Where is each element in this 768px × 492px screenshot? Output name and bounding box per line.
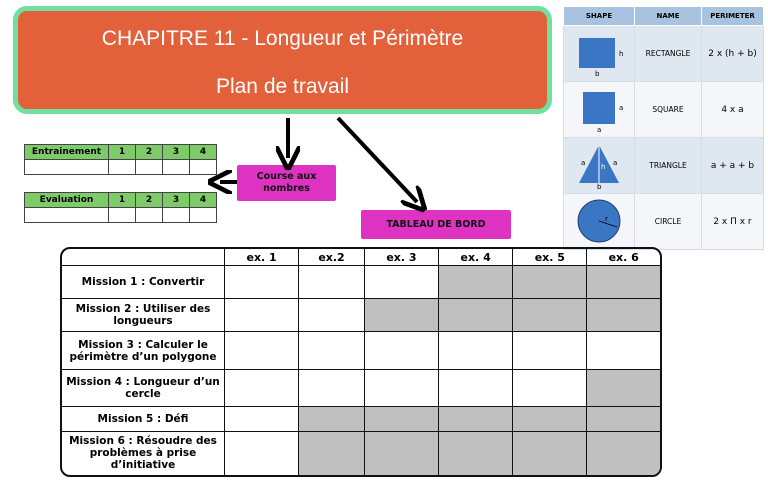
- entrainement-num-2: 2: [136, 145, 163, 160]
- mission-label: Mission 5 : Défi: [62, 407, 225, 432]
- mission-label: Mission 4 : Longueur d’un cercle: [62, 369, 225, 406]
- mission-row: [62, 299, 660, 332]
- mission-row: [62, 407, 660, 432]
- exercise-cell: [439, 369, 513, 406]
- disabled-cell: [364, 431, 438, 475]
- evaluation-num-2: 2: [136, 193, 163, 208]
- column-header: ex. 6: [587, 249, 660, 266]
- exercise-cell: [364, 266, 438, 299]
- column-header: ex. 5: [513, 249, 587, 266]
- entrainement-num-3: 3: [163, 145, 190, 160]
- triangle-right-label: a: [613, 158, 618, 167]
- disabled-cell: [587, 407, 660, 432]
- perimeter-header: PERIMETER: [702, 7, 764, 26]
- exercise-cell: [225, 369, 299, 406]
- exercise-cell: [513, 369, 587, 406]
- evaluation-label: Evaluation: [25, 193, 109, 208]
- disabled-cell: [587, 369, 660, 406]
- triangle-shape-cell: [564, 138, 635, 194]
- disabled-cell: [587, 299, 660, 332]
- disabled-cell: [513, 266, 587, 299]
- name-header: NAME: [635, 7, 702, 26]
- square-perimeter: 4 x a: [702, 82, 764, 138]
- shape-header: SHAPE: [564, 7, 635, 26]
- exercise-cell: [225, 299, 299, 332]
- column-header: ex.2: [299, 249, 365, 266]
- evaluation-num-1: 1: [109, 193, 136, 208]
- disabled-cell: [587, 431, 660, 475]
- tableau-de-bord-label: TABLEAU DE BORD: [386, 219, 486, 230]
- square-icon: [569, 86, 629, 132]
- rectangle-b-label: b: [595, 69, 600, 76]
- rectangle-name: RECTANGLE: [635, 26, 702, 82]
- circle-perimeter: 2 x Π x r: [702, 194, 764, 250]
- dashboard-corner: [62, 249, 225, 266]
- disabled-cell: [299, 407, 365, 432]
- disabled-cell: [513, 407, 587, 432]
- square-name: SQUARE: [635, 82, 702, 138]
- triangle-icon: [569, 141, 629, 189]
- triangle-left-label: a: [581, 158, 586, 167]
- circle-icon: [569, 197, 629, 245]
- exercise-cell: [364, 369, 438, 406]
- mission-label: Mission 2 : Utiliser des longueurs: [62, 299, 225, 332]
- exercise-cell: [225, 431, 299, 475]
- exercise-cell: [225, 407, 299, 432]
- disabled-cell: [439, 407, 513, 432]
- triangle-height-label: h: [601, 162, 606, 171]
- exercise-cell: [299, 266, 365, 299]
- course-aux-nombres-label: Course aux nombres: [256, 171, 317, 194]
- exercise-cell: [364, 332, 438, 369]
- triangle-base-label: b: [597, 182, 602, 189]
- evaluation-num-3: 3: [163, 193, 190, 208]
- entrainement-num-1: 1: [109, 145, 136, 160]
- square-base-label: a: [597, 125, 602, 132]
- exercise-cell: [299, 369, 365, 406]
- evaluation-num-4: 4: [190, 193, 217, 208]
- chapter-title: CHAPITRE 11 - Longueur et Périmètre: [101, 27, 464, 50]
- mission-row: [62, 431, 660, 475]
- shapes-perimeter-table: [563, 6, 764, 250]
- rectangle-h-label: h: [619, 49, 624, 58]
- arrow-diagonal-icon: [338, 118, 417, 202]
- entrainement-label: Entrainement: [25, 145, 109, 160]
- disabled-cell: [513, 299, 587, 332]
- dashboard-table: [60, 247, 662, 477]
- plan-subtitle: Plan de travail: [215, 75, 350, 98]
- circle-radius-label: r: [605, 214, 608, 223]
- circle-name: CIRCLE: [635, 194, 702, 250]
- disabled-cell: [364, 299, 438, 332]
- exercise-cell: [225, 332, 299, 369]
- column-header: ex. 1: [225, 249, 299, 266]
- exercise-cell: [587, 332, 660, 369]
- mission-label: Mission 3 : Calculer le périmètre d’un polygone: [62, 332, 225, 369]
- exercise-cell: [225, 266, 299, 299]
- circle-shape-cell: [564, 194, 635, 250]
- mission-row: [62, 266, 660, 299]
- column-header: ex. 3: [364, 249, 438, 266]
- rectangle-icon: [569, 30, 629, 76]
- column-header: ex. 4: [439, 249, 513, 266]
- rectangle-perimeter: 2 x (h + b): [702, 26, 764, 82]
- mission-label: Mission 6 : Résoudre des problèmes à prise d’initiative: [62, 431, 225, 475]
- square-side-label: a: [619, 103, 624, 112]
- triangle-perimeter: a + a + b: [702, 138, 764, 194]
- disabled-cell: [439, 431, 513, 475]
- exercise-cell: [299, 332, 365, 369]
- disabled-cell: [439, 299, 513, 332]
- mission-label: Mission 1 : Convertir: [62, 266, 225, 299]
- rectangle-shape-cell: [564, 26, 635, 82]
- mission-row: [62, 332, 660, 369]
- disabled-cell: [439, 266, 513, 299]
- disabled-cell: [513, 431, 587, 475]
- mission-row: [62, 369, 660, 406]
- square-shape-cell: [564, 82, 635, 138]
- exercise-cell: [513, 332, 587, 369]
- exercise-cell: [439, 332, 513, 369]
- exercise-cell: [299, 299, 365, 332]
- disabled-cell: [299, 431, 365, 475]
- disabled-cell: [364, 407, 438, 432]
- disabled-cell: [587, 266, 660, 299]
- entrainement-num-4: 4: [190, 145, 217, 160]
- triangle-name: TRIANGLE: [635, 138, 702, 194]
